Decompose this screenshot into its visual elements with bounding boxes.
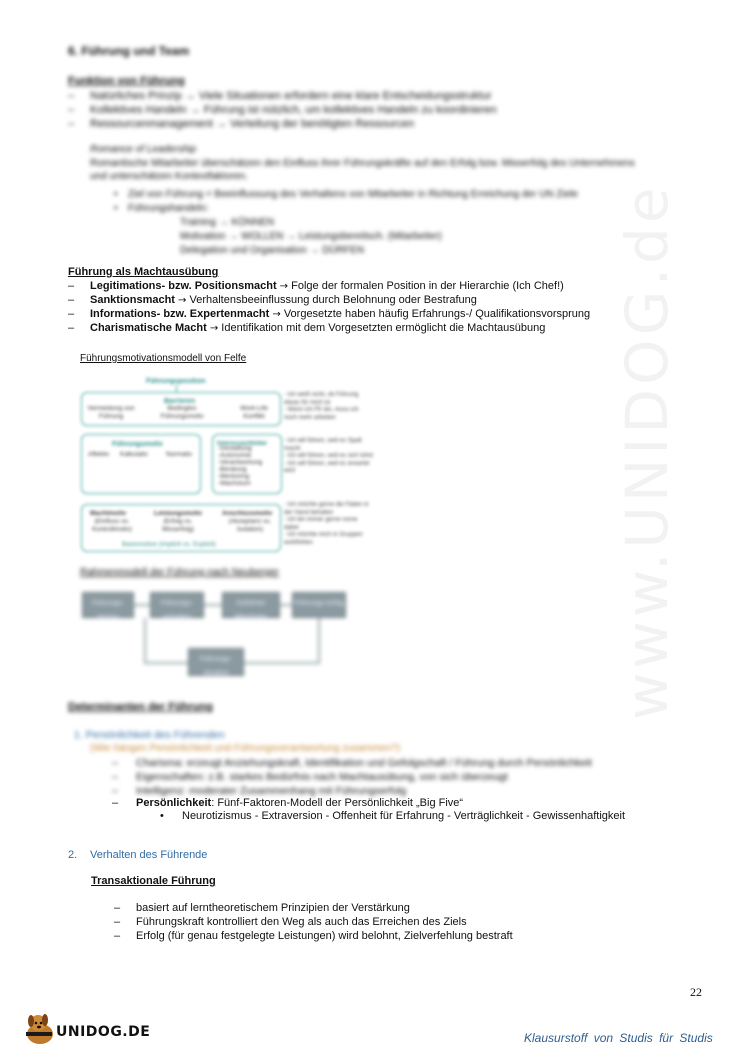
neuberger-diagram: [78, 566, 368, 686]
romance-title: Romance of Leadership: [90, 144, 197, 155]
section-heading: 6. Führung und Team: [68, 44, 190, 58]
interest-item-1: -Gestaltung: [218, 445, 252, 452]
function-item-3: – Ressourcenmanagement → Verteilung der benötigten Ressourcen: [68, 118, 415, 130]
interest-head: Interessenfelder: [217, 440, 268, 447]
barrier-item-1: Vermeidung von Führung: [87, 405, 135, 420]
connector-2: [204, 604, 222, 606]
footer-logo: [22, 1012, 152, 1046]
field-item-3: Delegation und Organisation → DÜRFEN: [180, 245, 364, 256]
interest-item-3: -Verantwortung: [218, 459, 263, 466]
barrier-item-2: Bedingtes Führungsmotiv: [160, 405, 204, 420]
barrier-item-3: Work-Life Konflikt: [240, 405, 268, 420]
neuberger-box-3: Geführte/ Mitarbeiter: [222, 592, 280, 618]
diagram2-caption: Rahmenmodell der Führung nach Neuberger: [80, 567, 280, 578]
romance-text: Romantische Mitarbeiter überschätzen den Einfluss ihrer Führungskräfte auf den Erfolg bzw. Misserfolg des Unternehmens und unterschätzen Kontextfaktoren.: [90, 158, 635, 182]
felfe-diagram: [76, 368, 376, 556]
personality-item: – Persönlichkeit: Fünf-Faktoren-Modell der Persönlichkeit „Big Five“: [112, 797, 464, 809]
dog-icon: [22, 1012, 58, 1046]
connector-4: [144, 618, 146, 664]
goal-line: • Ziel von Führung = Beeinflussung des Verhaltens von Mitarbeiter in Richtung Erreichung der UN Ziele: [114, 189, 578, 200]
motive-item-3: Normativ: [166, 451, 193, 458]
page-number: 22: [690, 985, 702, 999]
base-item-1-sub: (Einfluss vs. Kontrollmotiv): [92, 518, 132, 533]
interest-item-6: -Wachstum: [218, 480, 251, 487]
connector-1: [134, 604, 150, 606]
fields-label: • Führungshandeln:: [114, 203, 209, 214]
behavior-heading: 2. Verhalten des Führende: [68, 849, 208, 861]
determinant-1-title: 1. Persönlichkeit des Führenden: [74, 729, 225, 741]
determinant-1-sub: (Wie hängen Persönlichkeit und Führungsverantwortung zusammen?): [90, 743, 401, 754]
base-item-2-sub: (Erfolg vs. Misserfolg): [162, 518, 194, 533]
trait-item-1: – Charisma: erzeugt Anziehungskraft, Identifikation und Gefolgschaft / Führung durch Persönlichkeit: [112, 757, 592, 769]
motive-item-1: Affektiv: [88, 451, 110, 458]
side-note-3: - Ich möchte gerne die Fäden in der Hand behalten - Ich bin immer gerne vorne dabei - Ich möchte mich in Gruppen wohlfühlen: [284, 502, 369, 546]
field-item-1: Training → KÖNNEN: [180, 217, 275, 228]
trait-item-3: – Intelligenz: moderater Zusammenhang mit Führungserfolg: [112, 785, 407, 797]
neuberger-box-4: Führungs-erfolg: [292, 592, 346, 618]
motive-item-2: Kalkulativ: [120, 451, 148, 458]
neuberger-box-5: Führungs-situation: [188, 648, 244, 676]
base-item-3-sub: (Akzeptanz vs. Isolation): [228, 518, 272, 533]
power-item-2: – Sanktionsmacht → Verhaltensbeeinflussung durch Belohnung oder Bestrafung: [68, 294, 477, 306]
field-item-2: Motivation → WOLLEN → Leistungsbereitsch. (Mitarbeiter): [180, 231, 442, 242]
side-note-1: - Ich weiß nicht, ob Führung etwas für mich ist - Wenn ich FK bin, muss ich noch mehr arbeiten: [284, 392, 359, 421]
connector-3: [280, 604, 292, 606]
big-five-item: • Neurotizismus - Extraversion - Offenheit für Erfahrung - Verträglichkeit - Gewissenhaftigkeit: [160, 810, 626, 822]
neuberger-box-1: Führungs-person: [82, 592, 134, 618]
transactional-item-3: – Erfolg (für genau festgelegte Leistungen) wird belohnt, Zielverfehlung bestraft: [114, 930, 513, 942]
transactional-item-2: – Führungskraft kontrolliert den Weg als auch das Erreichen des Ziels: [114, 916, 467, 928]
transactional-heading: Transaktionale Führung: [91, 875, 216, 887]
determinants-heading: Determinanten der Führung: [68, 701, 213, 713]
diagram-caption: Führungsmotivationsmodell von Felfe: [80, 353, 247, 364]
diagram-top-label: Führungsposition: [146, 378, 206, 385]
interest-item-4: -Beratung: [218, 466, 247, 473]
motive-head: Führungsmotiv: [112, 441, 163, 448]
function-item-1: – Natürliches Prinzip → Viele Situationen erfordern eine klare Entscheidungsstruktur: [68, 90, 492, 102]
barrier-head: Barrieren: [164, 398, 196, 405]
base-item-2-head: Leistungsmotiv: [154, 510, 203, 517]
interest-item-5: -Mentoring: [218, 473, 250, 480]
watermark-text: www.UNIDOG.de: [613, 183, 681, 720]
connector-6: [318, 618, 320, 664]
blurred-top-section: [68, 44, 668, 258]
barrier-box: [81, 392, 281, 426]
power-item-3: – Informations- bzw. Expertenmacht → Vorgesetzte haben häufig Erfahrungs-/ Qualifikationsvorsprung: [68, 308, 591, 320]
transactional-item-1: – basiert auf lerntheoretischem Prinzipien der Verstärkung: [114, 902, 410, 914]
base-item-3-head: Anschlussmotiv: [222, 510, 273, 517]
interest-item-2: -Autonomie: [218, 452, 252, 459]
logo-text: UNIDOG.DE: [56, 1024, 151, 1040]
power-heading: Führung als Machtausübung: [68, 266, 219, 278]
function-heading: Funktion von Führung: [68, 75, 185, 87]
interest-box: [212, 434, 282, 494]
function-item-2: – Kollektives Handeln → Führung ist nützlich, um kollektives Handeln zu koordinieren: [68, 104, 497, 116]
determinants-blurred: [68, 700, 668, 798]
motive-box: [81, 434, 201, 494]
base-box: [81, 504, 281, 552]
footer-tagline: Klausurstoff von Studis für Studis: [524, 1031, 713, 1045]
base-footer: Basismotive (Implizit vs. Explizit): [122, 541, 216, 548]
power-item-1: – Legitimations- bzw. Positionsmacht → Folge der formalen Position in der Hierarchie (Ich Chef!): [68, 280, 564, 292]
neuberger-box-2: Führungs-verhalten: [150, 592, 204, 618]
base-item-1-head: Machtmotiv: [90, 510, 127, 517]
side-note-2: - Ich will führen, weil es Spaß macht - Ich will führen, weil es sich lohnt - Ich will führen, weil es erwartet wird: [284, 438, 374, 474]
trait-item-2: – Eigenschaften: z.B. starkes Bedürfnis nach Machtausübung, von sich überzeugt: [112, 771, 508, 783]
power-item-4: – Charismatische Macht → Identifikation mit dem Vorgesetzten ermöglicht die Machtausübung: [68, 322, 546, 334]
